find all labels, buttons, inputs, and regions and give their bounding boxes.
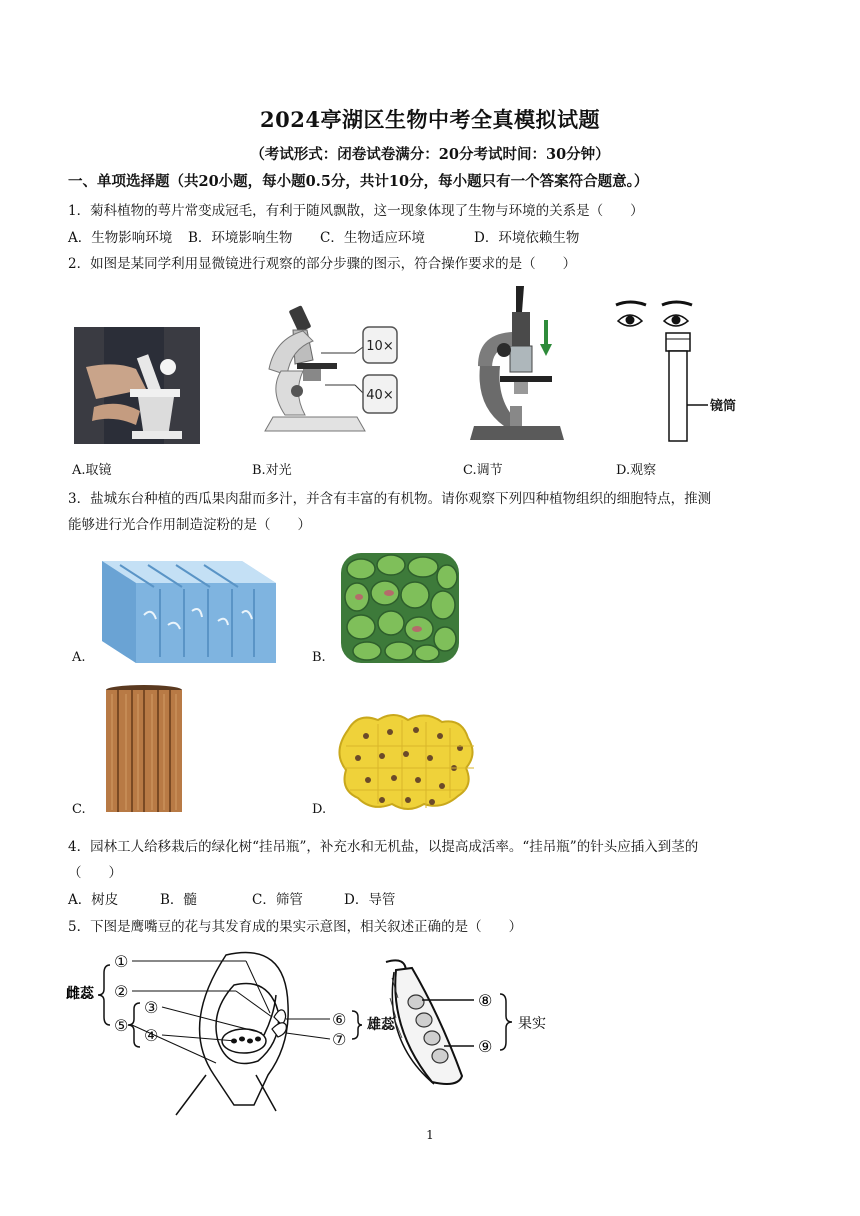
tissue-d-image bbox=[338, 710, 478, 814]
figure-observe bbox=[612, 299, 772, 447]
marker-6: ⑥ bbox=[332, 1010, 347, 1029]
tissue-b-image bbox=[337, 547, 462, 667]
flower-diagram bbox=[66, 945, 366, 1115]
pod-diagram bbox=[374, 958, 564, 1088]
option-c[interactable]: C．生物适应环境 bbox=[320, 230, 425, 246]
marker-2: ② bbox=[114, 982, 129, 1001]
option-b[interactable]: B．髓 bbox=[160, 892, 197, 908]
marker-8: ⑧ bbox=[478, 991, 493, 1010]
pistil-label: 雌蕊 bbox=[66, 986, 94, 1002]
option-a[interactable]: A．树皮 bbox=[68, 892, 119, 908]
question-3-stem-line-2: 能够进行光合作用制造淀粉的是（ ） bbox=[68, 517, 311, 533]
tube-label: 镜筒 bbox=[710, 399, 737, 414]
tissue-b-label[interactable]: B. bbox=[312, 650, 326, 665]
option-b-label[interactable]: B.对光 bbox=[252, 463, 292, 478]
option-b[interactable]: B．环境影响生物 bbox=[188, 230, 293, 246]
lens-40x-label: 40× bbox=[366, 388, 394, 403]
figure-adjust-light bbox=[263, 305, 403, 445]
question-2-stem: 2．如图是某同学利用显微镜进行观察的部分步骤的图示，符合操作要求的是（ ） bbox=[68, 256, 577, 272]
stamen-label: 雄蕊 bbox=[367, 1017, 395, 1033]
section-heading: 一、单项选择题（共20小题，每小题0.5分，共计10分，每小题只有一个答案符合题意。） bbox=[68, 173, 649, 190]
lens-10x-label: 10× bbox=[366, 339, 394, 354]
figure-take-microscope bbox=[74, 327, 200, 444]
question-1-stem: 1．菊科植物的萼片常变成冠毛，有利于随风飘散，这一现象体现了生物与环境的关系是（ ） bbox=[68, 203, 644, 219]
page-title: 2024亭湖区生物中考全真模拟试题 bbox=[260, 107, 600, 132]
option-d-label[interactable]: D.观察 bbox=[616, 463, 657, 478]
option-c[interactable]: C．筛管 bbox=[252, 892, 303, 908]
question-1-options bbox=[68, 226, 579, 246]
marker-1: ① bbox=[114, 952, 129, 971]
question-4-options bbox=[68, 888, 395, 908]
option-a-label[interactable]: A.取镜 bbox=[72, 463, 112, 478]
tissue-d-label[interactable]: D. bbox=[312, 802, 327, 817]
question-4-stem-line-2: （ ） bbox=[68, 865, 122, 881]
figure-adjust-focus bbox=[470, 286, 570, 446]
question-5-stem: 5．下图是鹰嘴豆的花与其发育成的果实示意图，相关叙述正确的是（ ） bbox=[68, 919, 523, 935]
question-4-stem-line-1: 4．园林工人给移栽后的绿化树“挂吊瓶”，补充水和无机盐，以提高成活率。“挂吊瓶”的针头应插入到茎的 bbox=[68, 839, 699, 855]
tissue-a-label[interactable]: A. bbox=[72, 650, 86, 665]
option-a[interactable]: A．生物影响环境 bbox=[68, 230, 173, 246]
tissue-a-image bbox=[100, 555, 280, 667]
marker-7: ⑦ bbox=[332, 1030, 347, 1049]
marker-4: ④ bbox=[144, 1026, 159, 1045]
option-d[interactable]: D．导管 bbox=[344, 892, 396, 908]
exam-info: （考试形式：闭卷试卷满分：20分考试时间：30分钟） bbox=[250, 146, 610, 163]
marker-9: ⑨ bbox=[478, 1037, 493, 1056]
fruit-label: 果实 bbox=[518, 1016, 546, 1032]
option-c-label[interactable]: C.调节 bbox=[463, 463, 503, 478]
question-3-stem-line-1: 3．盐城东台种植的西瓜果肉甜而多汁，并含有丰富的有机物。请你观察下列四种植物组织的细胞特点，推测 bbox=[68, 491, 712, 507]
marker-3: ③ bbox=[144, 998, 159, 1017]
option-d[interactable]: D．环境依赖生物 bbox=[474, 230, 580, 246]
tissue-c-image bbox=[104, 684, 184, 816]
page-number: 1 bbox=[426, 1128, 434, 1142]
marker-5: ⑤ bbox=[114, 1016, 129, 1035]
tissue-c-label[interactable]: C. bbox=[72, 802, 86, 817]
